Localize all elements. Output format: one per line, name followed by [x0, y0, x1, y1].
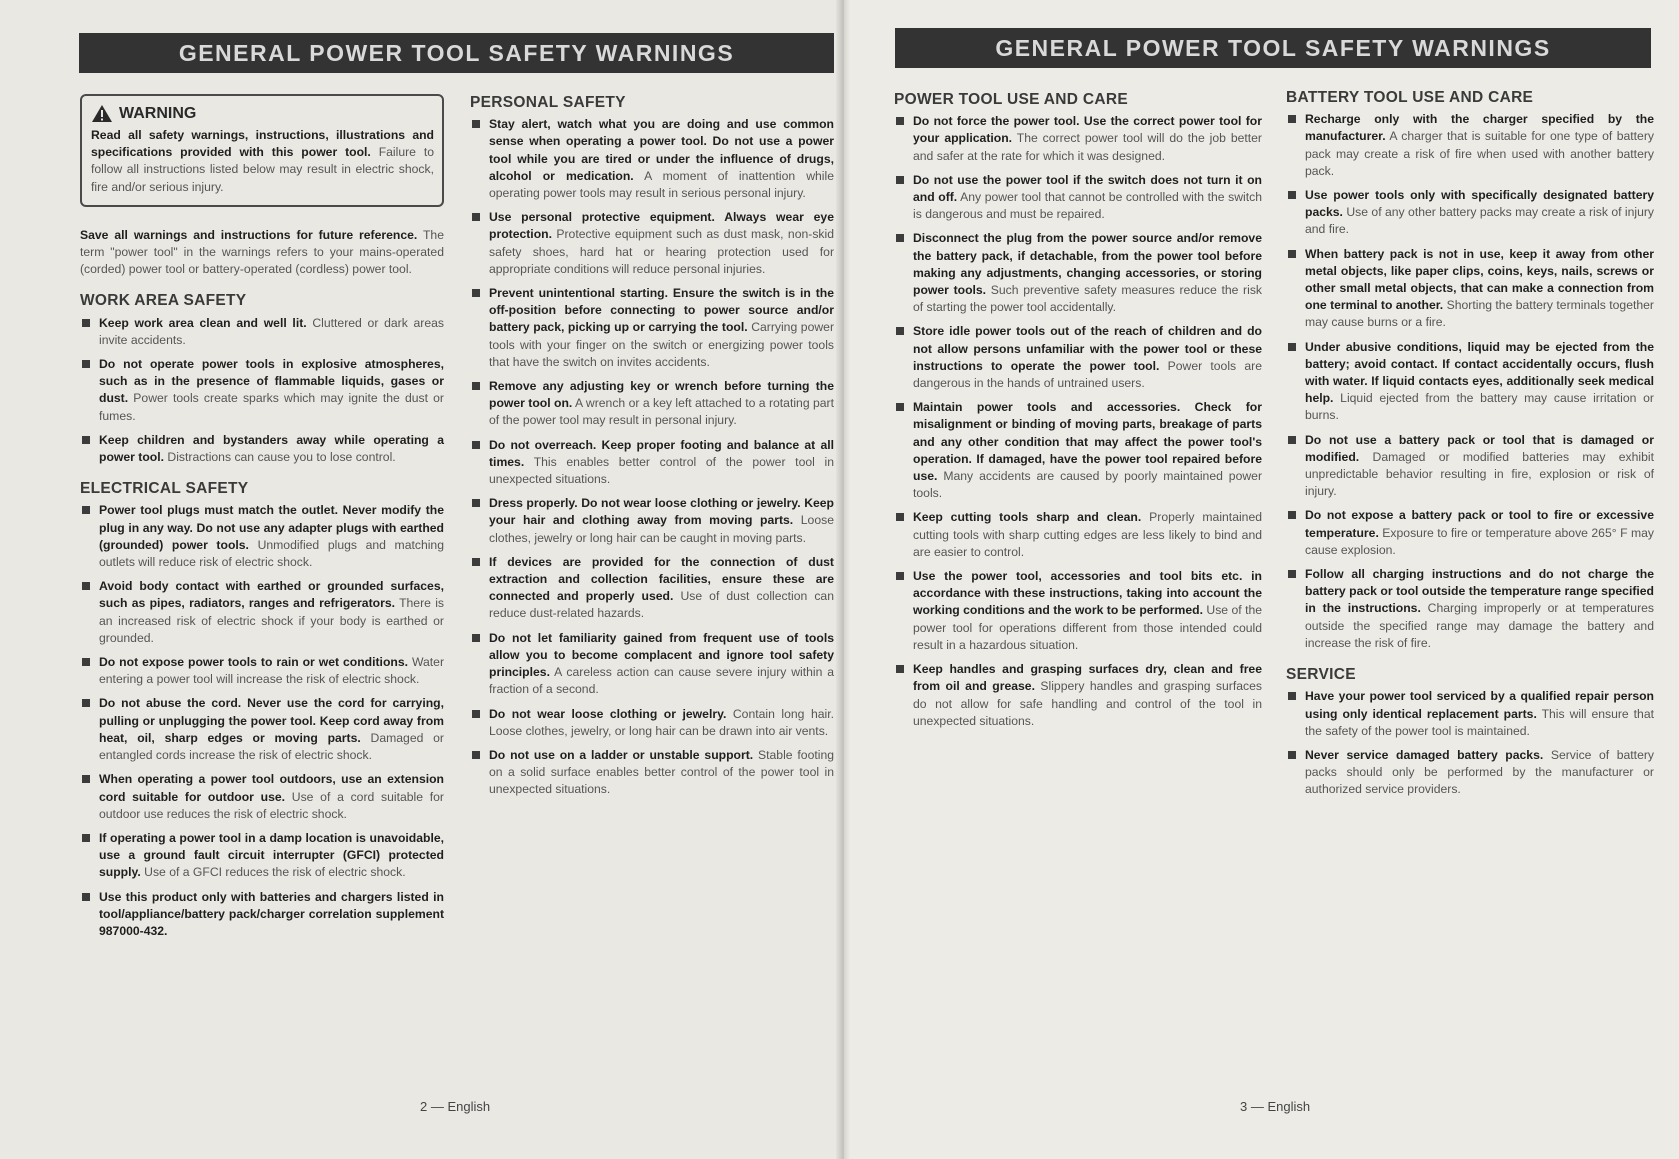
list-item	[80, 654, 444, 688]
item-bold-text: Stay alert, watch what you are doing and use common sense when operating a power tool. Do not use a power tool while you are tired or under the influence of drugs, alcohol or medication.	[489, 117, 834, 183]
list-item	[894, 230, 1262, 316]
item-bold-text: Do not use on a ladder or unstable support.	[489, 747, 754, 762]
item-text: Charging improperly or at temperatures outside the specified range may damage the battery and increase the risk of fire.	[1305, 601, 1655, 650]
list-item	[80, 578, 444, 647]
item-bold-text: Keep children and bystanders away while operating a power tool.	[99, 432, 444, 465]
left-column-2	[470, 94, 834, 806]
list-item	[80, 830, 444, 882]
item-bold-text: Do not overreach. Keep proper footing and balance at all times.	[489, 437, 834, 469]
battery-list	[1286, 111, 1654, 652]
list-item	[1286, 507, 1654, 559]
item-text: Any power tool that cannot be controlled with the switch is dangerous and must be repaired.	[913, 190, 1262, 222]
right-column-1	[894, 91, 1262, 737]
item-text: Contain long hair. Loose clothes, jewelry, or long hair can be drawn into air vents.	[489, 706, 834, 738]
item-bold-text: If operating a power tool in a damp location is unavoidable, use a ground fault circuit interrupter (GFCI) protected supply.	[99, 830, 444, 880]
item-text: The correct power tool will do the job better and safer at the rate for which it was designed.	[913, 131, 1262, 163]
right-page-number: 3 — English	[1240, 1099, 1311, 1114]
item-text: Such preventive safety measures reduce the risk of starting the power tool accidentally.	[913, 283, 1263, 315]
warning-box	[80, 94, 444, 207]
item-bold-text: Do not force the power tool. Use the correct power tool for your application.	[913, 114, 1262, 146]
item-text: Carrying power tools with your finger on the switch or energizing power tools that have the switch on invites accidents.	[489, 320, 835, 369]
item-bold-text: Do not expose a battery pack or tool to fire or excessive temperature.	[1305, 508, 1654, 540]
item-bold-text: Do not let familiarity gained from frequent use of tools allow you to become complacent and ignore tool safety principles.	[489, 630, 834, 680]
list-item	[470, 495, 834, 547]
list-item	[80, 695, 444, 764]
item-text: Service of battery packs should only be performed by the manufacturer or authorized service providers.	[1305, 747, 1654, 797]
list-item	[1286, 747, 1654, 799]
use-care-list	[894, 113, 1262, 730]
item-bold-text: Dress properly. Do not wear loose clothing or jewelry. Keep your hair and clothing away from moving parts.	[489, 496, 834, 528]
book-spine	[836, 0, 850, 1159]
item-text: Power tools create sparks which may ignite the dust or fumes.	[99, 391, 444, 423]
service-list	[1286, 688, 1654, 798]
item-bold-text: Do not abuse the cord. Never use the cord for carrying, pulling or unplugging the power tool. Keep cord away from heat, oil, sharp edges or moving parts.	[99, 696, 444, 745]
item-bold-text: Maintain power tools and accessories. Check for misalignment or binding of moving parts, breakage of parts and any other condition that may affect the power tool's operation. If damaged, have the power tool repaired before use.	[913, 400, 1262, 484]
list-item	[1286, 111, 1654, 180]
item-text: Protective equipment such as dust mask, non-skid safety shoes, hard hat or hearing protection used for appropriate conditions will reduce personal injuries.	[489, 227, 834, 276]
list-item	[80, 432, 444, 466]
service-title: SERVICE	[1286, 666, 1356, 684]
item-text: A wrench or a key left attached to a rotating part of the power tool may result in personal injury.	[489, 396, 834, 428]
item-bold-text: Never service damaged battery packs.	[1305, 747, 1544, 762]
item-bold-text: Do not expose power tools to rain or wet conditions.	[99, 655, 408, 670]
item-bold-text: Follow all charging instructions and do not charge the battery pack or tool outside the temperature range specified in the instructions.	[1305, 567, 1654, 616]
item-bold-text: Use the power tool, accessories and tool bits etc. in accordance with these instructions, taking into account the working conditions and the work to be performed.	[913, 569, 1262, 618]
item-text: Damaged or modified batteries may exhibit unpredictable behavior resulting in fire, explosion or risk of injury.	[1305, 449, 1654, 499]
work-area-list	[80, 315, 444, 467]
list-item	[80, 771, 444, 823]
item-text: There is an increased risk of electric shock if your body is earthed or grounded.	[99, 596, 445, 645]
list-item	[894, 323, 1262, 392]
battery-title: BATTERY TOOL USE AND CARE	[1286, 89, 1534, 106]
electrical-list	[80, 502, 444, 940]
item-text: Loose clothes, jewelry or long hair can be caught in moving parts.	[489, 513, 834, 545]
use-care-title: POWER TOOL USE AND CARE	[894, 91, 1128, 108]
item-bold-text: Use power tools only with specifically designated battery packs.	[1305, 188, 1654, 220]
item-text: Water entering a power tool will increase the risk of electric shock.	[99, 655, 445, 687]
item-text: Use of any other battery packs may create a risk of injury and fire.	[1305, 205, 1655, 237]
list-item	[894, 172, 1262, 224]
list-item	[894, 399, 1262, 502]
list-item	[470, 747, 834, 799]
item-bold-text: Do not wear loose clothing or jewelry.	[489, 706, 727, 721]
list-item	[470, 554, 834, 623]
list-item	[470, 285, 834, 371]
item-text: Power tools are dangerous in the hands of untrained users.	[913, 358, 1262, 391]
list-item	[470, 706, 834, 740]
warning-title: WARNING	[119, 104, 197, 122]
item-bold-text: Remove any adjusting key or wrench before turning the power tool on.	[489, 379, 834, 411]
item-bold-text: Recharge only with the charger specified by the manufacturer.	[1305, 112, 1654, 144]
list-item	[1286, 432, 1654, 501]
list-item	[470, 378, 834, 430]
left-column-1	[80, 94, 444, 947]
list-item	[894, 568, 1262, 654]
item-text: A charger that is suitable for one type of battery pack may create a risk of fire when used with another battery pack.	[1305, 129, 1654, 178]
personal-list	[470, 116, 834, 798]
item-bold-text: When battery pack is not in use, keep it away from other metal objects, like paper clips, coins, keys, nails, screws or other small metal objects, that can make a connection from one terminal to another.	[1305, 246, 1654, 313]
item-bold-text: When operating a power tool outdoors, use an extension cord suitable for outdoor use.	[99, 772, 444, 804]
personal-title: PERSONAL SAFETY	[470, 94, 626, 111]
list-item	[894, 509, 1262, 561]
item-text: Properly maintained cutting tools with sharp cutting edges are less likely to bind and are easier to control.	[913, 510, 1263, 559]
list-item	[1286, 187, 1654, 239]
list-item	[894, 113, 1262, 165]
item-bold-text: Use personal protective equipment. Always wear eye protection.	[489, 210, 834, 242]
item-bold-text: Power tool plugs must match the outlet. Never modify the plug in any way. Do not use any adapter plugs with earthed (grounded) power tools.	[99, 503, 444, 552]
list-item	[80, 356, 444, 425]
list-item	[470, 116, 834, 202]
electrical-title: ELECTRICAL SAFETY	[80, 480, 249, 498]
item-text: Damaged or entangled cords increase the risk of electric shock.	[99, 730, 444, 763]
save-note-text: The term "power tool" in the warnings refers to your mains-operated (corded) power tool or battery-operated (cordless) power tool.	[80, 227, 444, 277]
list-item	[470, 437, 834, 489]
warning-bold-text: Read all safety warnings, instructions, illustrations and specifications provided with this power tool.	[91, 128, 434, 160]
right-column-2	[1286, 89, 1654, 806]
work-area-title: WORK AREA SAFETY	[80, 292, 247, 310]
warning-text: Failure to follow all instructions listed below may result in electric shock, fire and/or serious injury.	[91, 145, 434, 194]
list-item	[1286, 566, 1654, 652]
item-text: Use of dust collection can reduce dust-related hazards.	[489, 589, 834, 621]
item-text: Exposure to fire or temperature above 265° F may cause explosion.	[1305, 525, 1654, 557]
item-text: Use of a cord suitable for outdoor use reduces the risk of electric shock.	[99, 789, 444, 821]
item-bold-text: Store idle power tools out of the reach of children and do not allow persons unfamiliar with the power tool or these instructions to operate the power tool.	[913, 324, 1262, 373]
item-text: A careless action can cause severe injury within a fraction of a second.	[489, 665, 834, 697]
list-item	[80, 889, 444, 941]
list-item	[80, 315, 444, 349]
list-item	[894, 661, 1262, 730]
item-text: Liquid ejected from the battery may cause irritation or burns.	[1305, 391, 1654, 423]
item-bold-text: Do not operate power tools in explosive atmospheres, such as in the presence of flammable liquids, gases or dust.	[99, 357, 444, 406]
item-text: Cluttered or dark areas invite accidents.	[99, 315, 444, 347]
item-text: Stable footing on a solid surface enables better control of the power tool in unexpected situations.	[489, 747, 834, 797]
item-bold-text: Under abusive conditions, liquid may be ejected from the battery; avoid contact. If contact accidentally occurs, flush with water. If liquid contacts eyes, additionally seek medical help.	[1305, 339, 1654, 406]
list-item	[470, 630, 834, 699]
warning-heading	[91, 104, 434, 123]
item-bold-text: If devices are provided for the connection of dust extraction and collection facilities, ensure these are connected and properly used.	[489, 554, 834, 604]
item-text: Unmodified plugs and matching outlets will reduce risk of electric shock.	[99, 537, 444, 570]
left-page-number: 2 — English	[420, 1099, 491, 1114]
item-text: Slippery handles and grasping surfaces do not allow for safe handling and control of the tool in unexpected situations.	[913, 679, 1262, 728]
item-text: Many accidents are caused by poorly maintained power tools.	[913, 469, 1263, 501]
item-bold-text: Keep handles and grasping surfaces dry, clean and free from oil and grease.	[913, 662, 1262, 694]
warning-triangle-icon	[91, 104, 113, 123]
item-bold-text: Do not use a battery pack or tool that is damaged or modified.	[1305, 432, 1654, 464]
item-bold-text: Use this product only with batteries and chargers listed in tool/appliance/battery pack/charger correlation supplement 987000-432.	[99, 889, 444, 938]
item-bold-text: Avoid body contact with earthed or grounded surfaces, such as pipes, radiators, ranges and refrigerators.	[99, 579, 444, 611]
item-text: Shorting the battery terminals together may cause burns or a fire.	[1305, 298, 1654, 330]
item-bold-text: Keep cutting tools sharp and clean.	[913, 510, 1142, 525]
item-bold-text: Disconnect the plug from the power source and/or remove the battery pack, if detachable, from the power tool before making any adjustments, changing accessories, or storing power tools.	[913, 231, 1262, 298]
item-bold-text: Have your power tool serviced by a qualified repair person using only identical replacement parts.	[1305, 689, 1654, 721]
item-text: Use of a GFCI reduces the risk of electric shock.	[144, 865, 406, 880]
item-text: This enables better control of the power tool in unexpected situations.	[489, 454, 834, 487]
save-note-bold: Save all warnings and instructions for future reference.	[80, 227, 418, 242]
item-bold-text: Prevent unintentional starting. Ensure the switch is in the off-position before connecting to power source and/or battery pack, picking up or carrying the tool.	[489, 286, 834, 335]
item-text: This will ensure that the safety of the power tool is maintained.	[1305, 706, 1655, 738]
list-item	[1286, 339, 1654, 425]
left-page-banner: GENERAL POWER TOOL SAFETY WARNINGS	[79, 33, 834, 73]
right-page-banner: GENERAL POWER TOOL SAFETY WARNINGS	[895, 28, 1651, 68]
list-item	[470, 209, 834, 278]
list-item	[1286, 688, 1654, 740]
list-item	[80, 502, 444, 571]
save-note	[80, 227, 444, 279]
item-bold-text: Keep work area clean and well lit.	[99, 315, 307, 330]
item-text: Use of the power tool for operations different from those intended could result in a hazardous situation.	[913, 603, 1263, 652]
list-item	[1286, 246, 1654, 332]
item-text: A moment of inattention while operating power tools may result in serious personal injury.	[489, 168, 834, 201]
item-text: Distractions can cause you to lose control.	[167, 450, 396, 465]
item-bold-text: Do not use the power tool if the switch does not turn it on and off.	[913, 172, 1262, 205]
